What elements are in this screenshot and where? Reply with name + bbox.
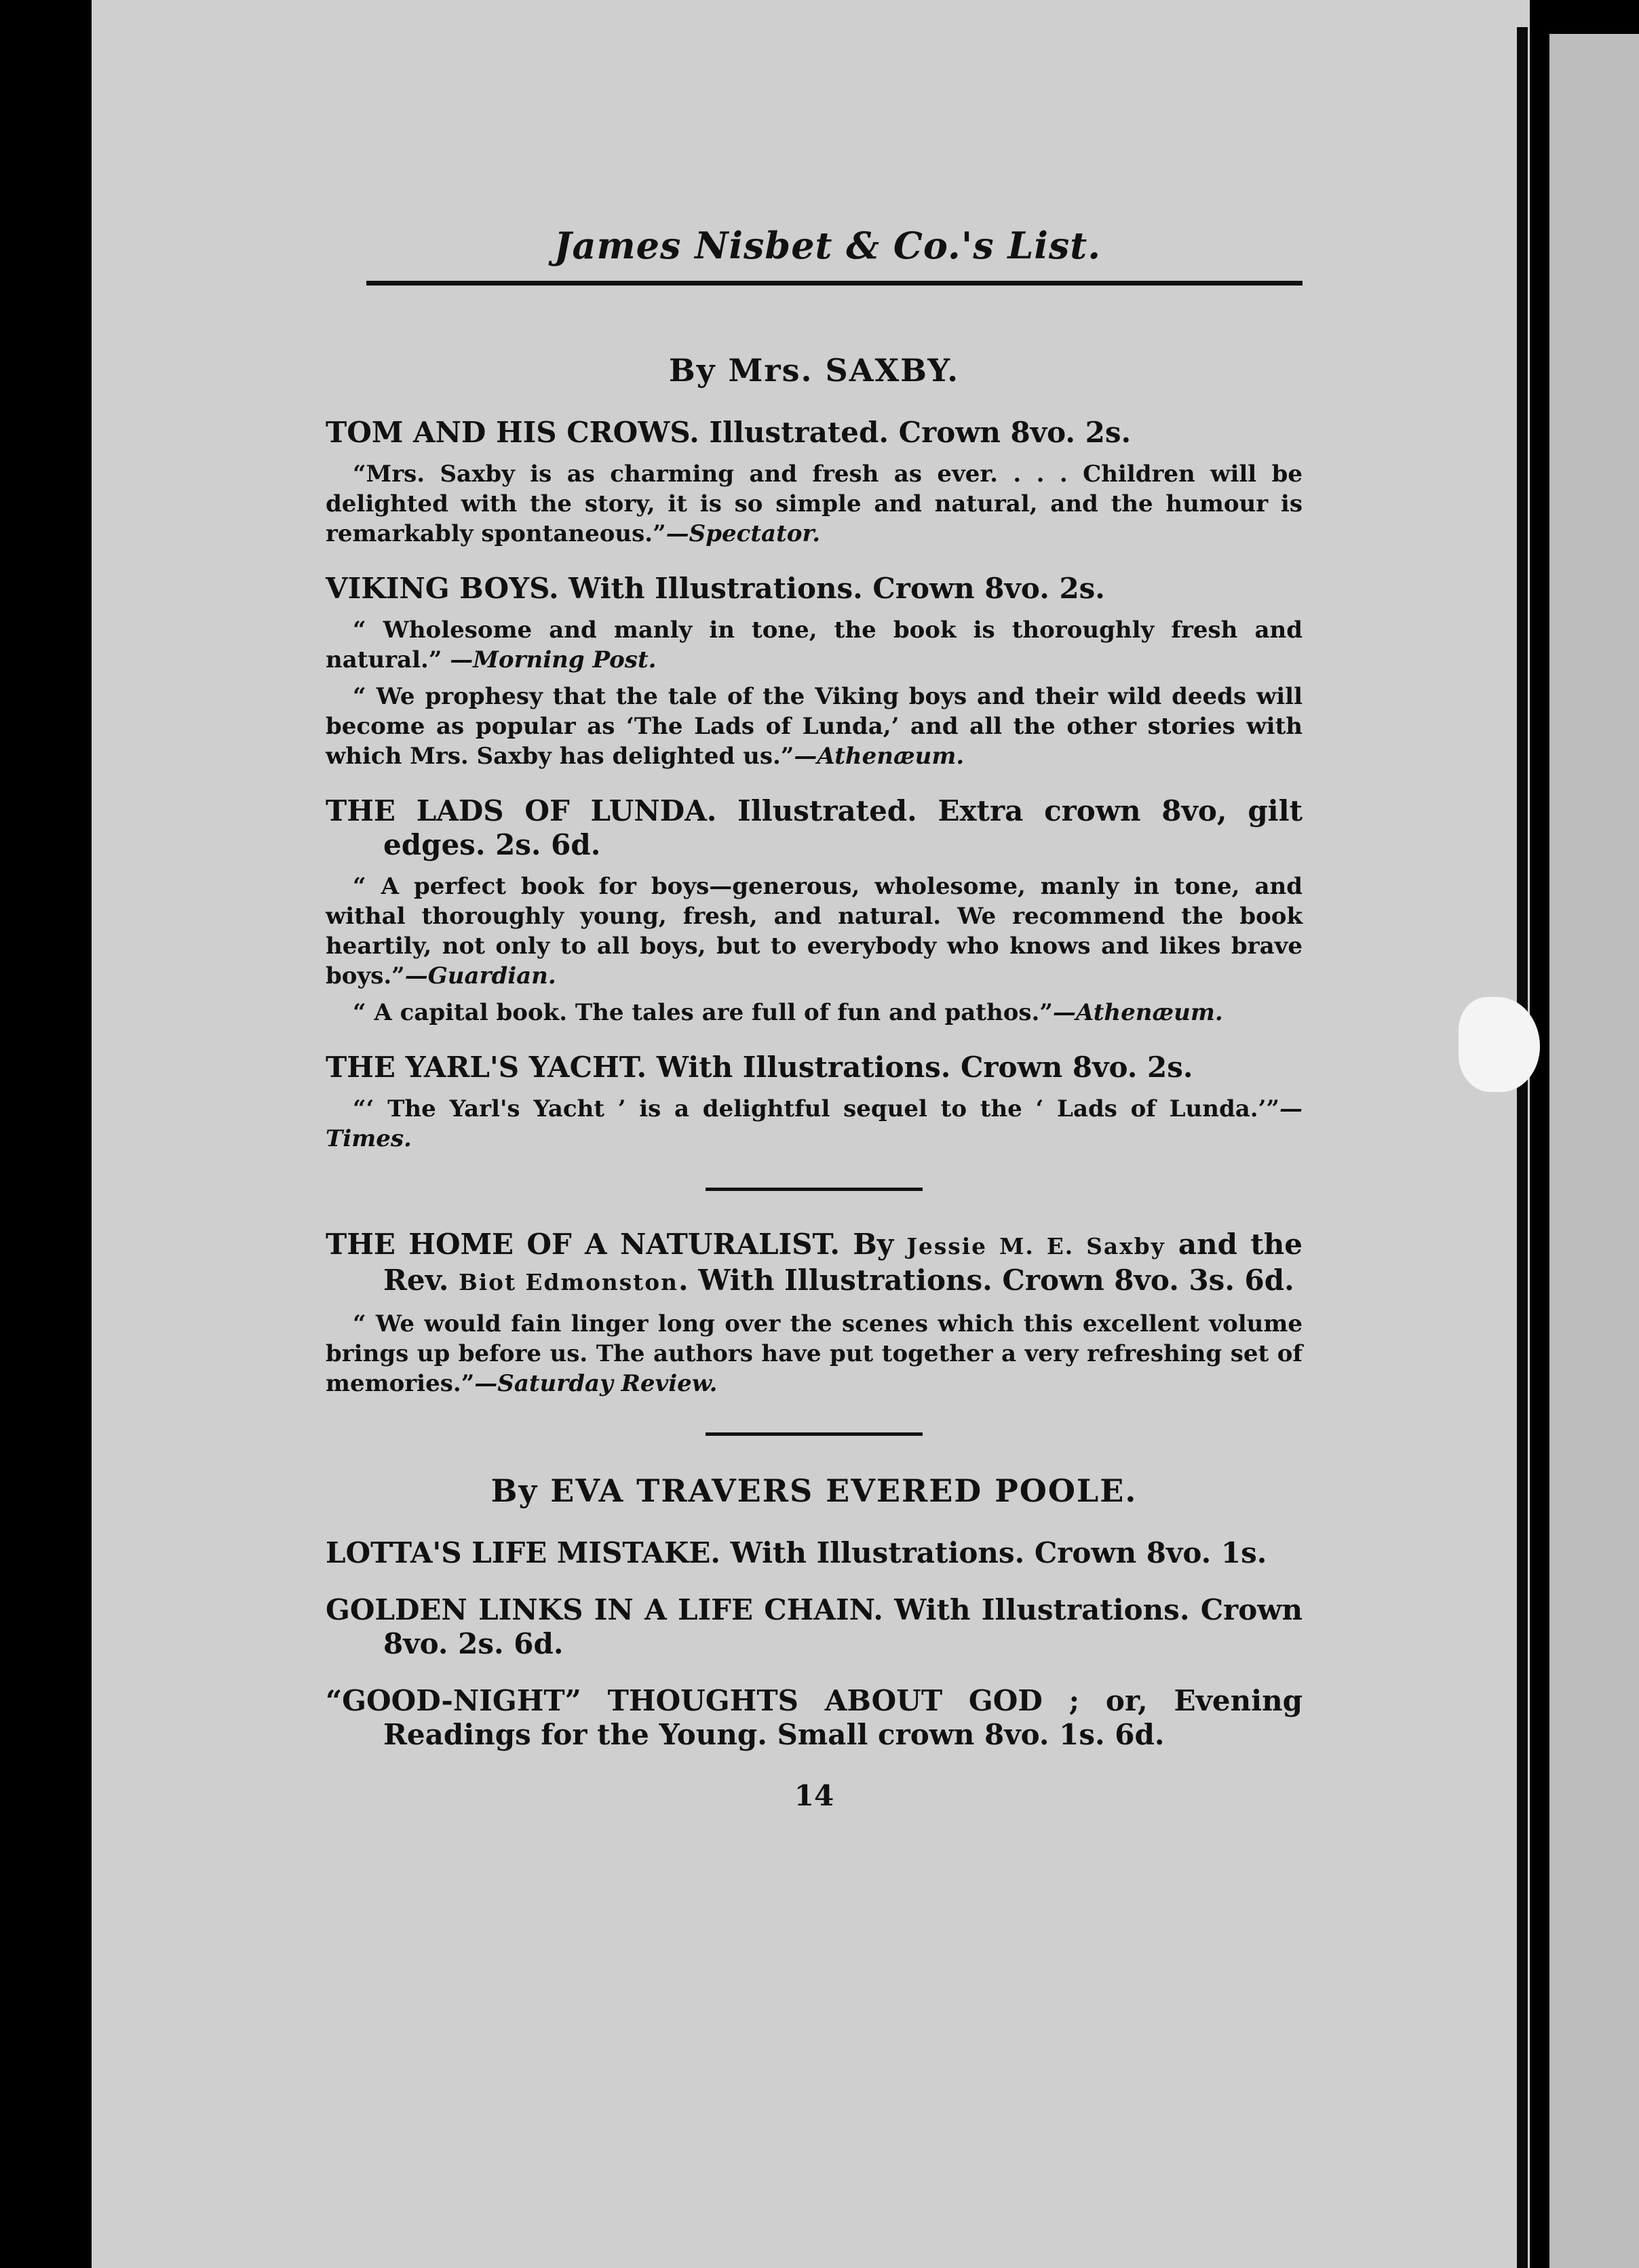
book-title-tom: TOM AND HIS CROWS. Illustrated. Crown 8vo. 2s. <box>326 416 1132 449</box>
book-title-naturalist <box>326 1228 1303 1299</box>
author-name: Jessie M. E. Saxby <box>906 1233 1165 1259</box>
header-rule <box>366 281 1303 286</box>
section-divider <box>706 1188 923 1191</box>
page-content <box>326 224 1303 1812</box>
review-quote <box>326 1309 1303 1399</box>
quote-text: “ A perfect book for boys—generous, wholesome, manly in tone, and withal thoroughly young, fresh, and natural. We recommend the book heartily, not only to all boys, but to everybody who knows and likes brave boys.” <box>326 873 1303 990</box>
title-text: THE HOME OF A NATURALIST. By <box>326 1228 907 1261</box>
author-heading-poole: By EVA TRAVERS EVERED POOLE. <box>490 1472 1138 1509</box>
review-quote <box>326 998 1303 1028</box>
quote-source: —Athenæum. <box>1052 999 1223 1026</box>
quote-text: “ A capital book. The tales are full of fun and pathos.” <box>353 999 1053 1026</box>
book-title-good-night: “GOOD-NIGHT” THOUGHTS ABOUT GOD ; or, Evening Readings for the Young. Small crown 8vo. 1s. 6d. <box>326 1684 1303 1751</box>
author-name: Biot Edmonston <box>459 1269 678 1295</box>
book-title-golden-links: GOLDEN LINKS IN A LIFE CHAIN. With Illustrations. Crown 8vo. 2s. 6d. <box>326 1593 1303 1660</box>
quote-source: —Morning Post. <box>450 646 657 673</box>
quote-source: —Saturday Review. <box>474 1370 718 1397</box>
title-text: . With Illustrations. Crown 8vo. 3s. 6d. <box>678 1264 1294 1297</box>
facing-page-strip <box>1549 34 1639 2268</box>
review-quote <box>326 872 1303 991</box>
title-text: and the Rev. <box>383 1228 1303 1297</box>
quote-text: “ We prophesy that the tale of the Viking boys and their wild deeds will become as popular as ‘The Lads of Lunda,’ and all the other stories with which Mrs. Saxby has delighted us.” <box>326 683 1303 770</box>
book-title-viking: VIKING BOYS. With Illustrations. Crown 8vo. 2s. <box>326 572 1105 605</box>
paper-damage <box>1459 997 1540 1092</box>
quote-text: “Mrs. Saxby is as charming and fresh as ever. . . . Children will be delighted with the story, it is so simple and natural, and the humour is remarkably spontaneous.” <box>326 461 1303 547</box>
quote-text: “ Wholesome and manly in tone, the book is thoroughly fresh and natural.” <box>326 617 1303 673</box>
quote-text: “ We would fain linger long over the scenes which this excellent volume brings up before us. The authors have put together a very refreshing set of memories.” <box>326 1310 1303 1397</box>
quote-source: —Athenæum. <box>794 743 965 770</box>
review-quote <box>326 1094 1303 1154</box>
quote-source: —Guardian. <box>404 962 556 990</box>
review-quote <box>326 459 1303 549</box>
page-edge <box>1517 27 1528 2268</box>
section-divider <box>706 1432 923 1436</box>
book-title-yacht: THE YARL'S YACHT. With Illustrations. Crown 8vo. 2s. <box>326 1051 1193 1084</box>
author-heading-saxby: By Mrs. SAXBY. <box>668 352 960 389</box>
review-quote <box>326 615 1303 675</box>
quote-source: —Times. <box>326 1095 1303 1152</box>
running-head: James Nisbet & Co.'s List. <box>554 224 1102 267</box>
review-quote <box>326 682 1303 771</box>
quote-text: “‘ The Yarl's Yacht ’ is a delightful sequel to the ‘ Lads of Lunda.’” <box>353 1095 1279 1122</box>
page-number: 14 <box>794 1779 834 1812</box>
book-title-lunda: THE LADS OF LUNDA. Illustrated. Extra crown 8vo, gilt edges. 2s. 6d. <box>326 794 1303 861</box>
quote-source: —Spectator. <box>666 520 821 547</box>
book-title-lotta: LOTTA'S LIFE MISTAKE. With Illustrations. Crown 8vo. 1s. <box>326 1536 1267 1569</box>
